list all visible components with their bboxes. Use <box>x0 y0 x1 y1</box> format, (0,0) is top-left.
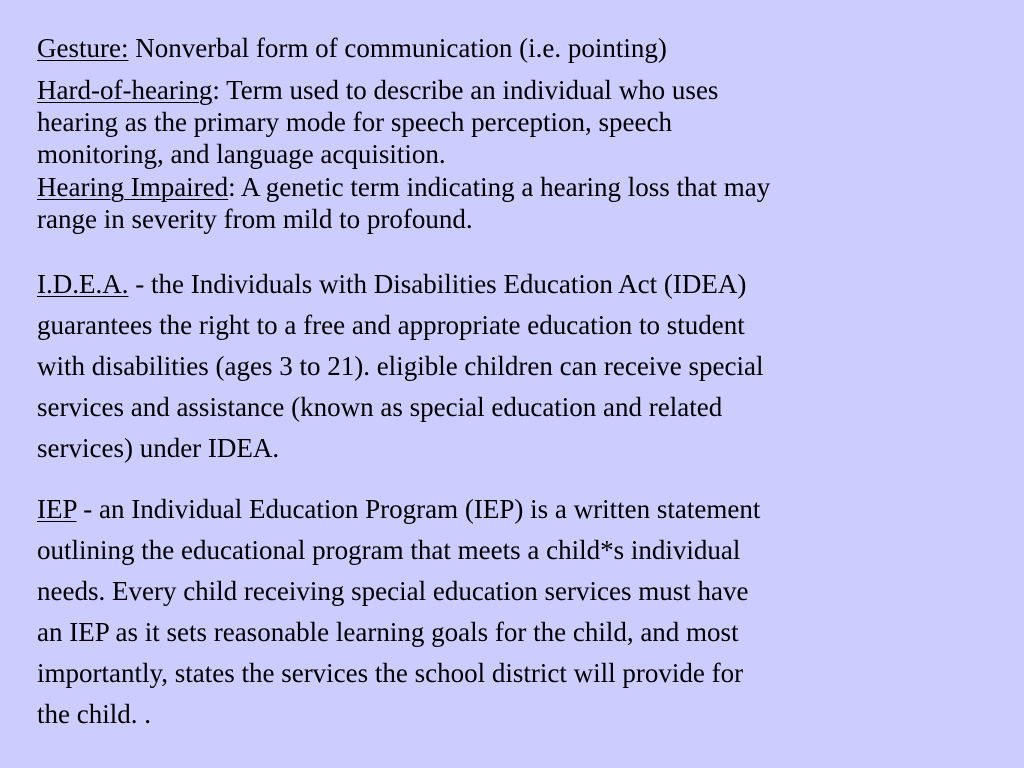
hearing-impaired-term: Hearing Impaired <box>37 172 229 202</box>
gesture-term: Gesture: <box>37 33 129 63</box>
iep-definition <box>37 489 760 735</box>
hearing-impaired-text-line-1: : A genetic term indicating a hearing loss that may <box>228 172 771 202</box>
hard-of-hearing-text-line-1: : Term used to describe an individual who uses <box>212 75 719 105</box>
idea-term: I.D.E.A. <box>37 269 129 299</box>
iep-text-line-4: an IEP as it sets reasonable learning goals for the child, and most <box>37 617 739 647</box>
iep-text-line-5: importantly, states the services the school district will provide for <box>37 658 744 688</box>
hard-of-hearing-definition <box>37 74 718 170</box>
idea-text-line-1: - the Individuals with Disabilities Education Act (IDEA) <box>128 269 747 299</box>
gesture-text-line-1: Nonverbal form of communication (i.e. pointing) <box>128 33 667 63</box>
hard-of-hearing-text-line-2: hearing as the primary mode for speech perception, speech <box>37 107 672 137</box>
idea-definition <box>37 264 764 469</box>
iep-text-line-6: the child. . <box>37 699 151 729</box>
iep-text-line-1: - an Individual Education Program (IEP) is a written statement <box>76 494 761 524</box>
idea-text-line-4: services and assistance (known as special education and related <box>37 392 723 422</box>
hard-of-hearing-term: Hard-of-hearing <box>37 75 213 105</box>
iep-text-line-3: needs. Every child receiving special education services must have <box>37 576 749 606</box>
hard-of-hearing-text-line-3: monitoring, and language acquisition. <box>37 139 446 169</box>
hearing-impaired-definition <box>37 171 770 235</box>
gesture-definition <box>37 32 667 64</box>
idea-text-line-3: with disabilities (ages 3 to 21). eligible children can receive special <box>37 351 764 381</box>
hearing-impaired-text-line-2: range in severity from mild to profound. <box>37 204 473 234</box>
iep-text-line-2: outlining the educational program that meets a child*s individual <box>37 535 741 565</box>
idea-text-line-2: guarantees the right to a free and appropriate education to student <box>37 310 745 340</box>
iep-term: IEP <box>37 494 77 524</box>
idea-text-line-5: services) under IDEA. <box>37 433 280 463</box>
